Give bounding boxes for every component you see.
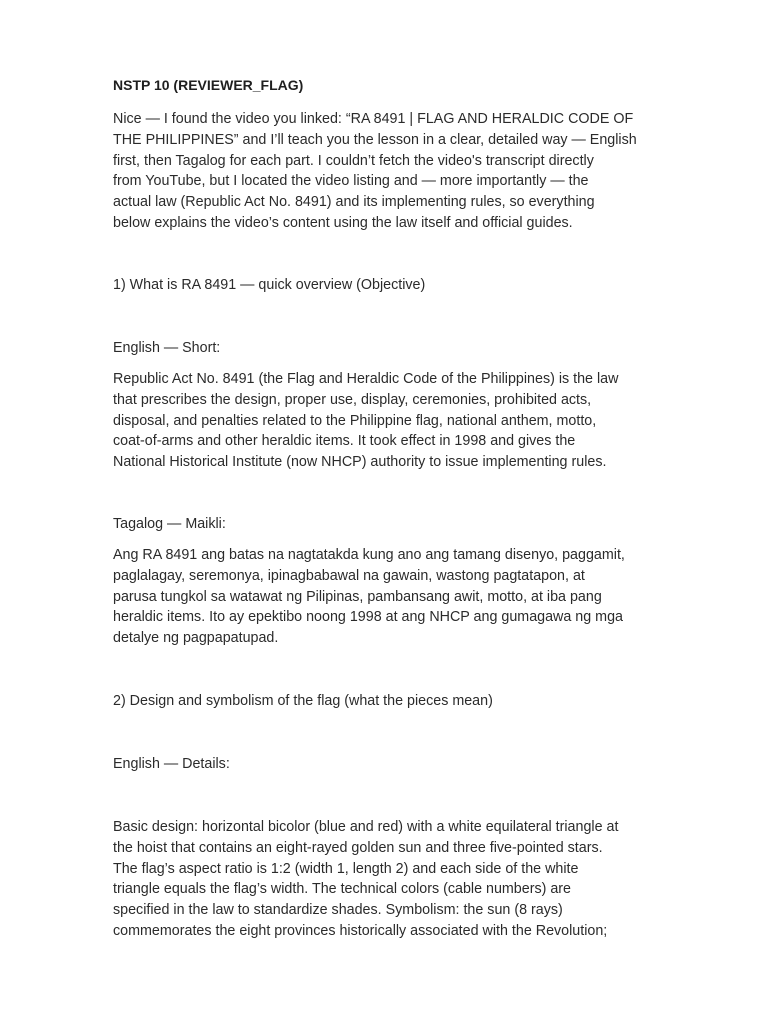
intro-line: first, then Tagalog for each part. I couldn’t fetch the video's transcript directly bbox=[113, 152, 594, 169]
english-details-paragraph bbox=[113, 817, 653, 942]
english-short-line: that prescribes the design, proper use, display, ceremonies, prohibited acts, bbox=[113, 391, 592, 408]
english-details-line: commemorates the eight provinces historically associated with the Revolution; bbox=[113, 922, 608, 939]
section-2-heading bbox=[113, 691, 653, 712]
english-short-line: Republic Act No. 8491 (the Flag and Heraldic Code of the Philippines) is the law bbox=[113, 371, 619, 387]
tagalog-paragraph bbox=[113, 545, 653, 649]
tagalog-line: paglalagay, seremonya, ipinagbabawal na gawain, wastong pagtatapon, at bbox=[113, 567, 585, 584]
tagalog-line: detalye ng pagpapatupad. bbox=[113, 630, 279, 647]
intro-line: Nice — I found the video you linked: “RA 8491 | FLAG AND HERALDIC CODE OF bbox=[113, 111, 634, 127]
tagalog-line: heraldic items. Ito ay epektibo noong 1998 at ang NHCP ang gumagawa ng mga bbox=[113, 609, 623, 626]
intro-line: actual law (Republic Act No. 8491) and its implementing rules, so everything bbox=[113, 194, 595, 211]
english-details-line: triangle equals the flag’s width. The technical colors (cable numbers) are bbox=[113, 881, 572, 898]
english-short-label bbox=[113, 338, 653, 359]
tagalog-line: Ang RA 8491 ang batas na nagtatakda kung ano ang tamang disenyo, paggamit, bbox=[113, 547, 625, 563]
section-1-heading-text: 1) What is RA 8491 — quick overview (Objective) bbox=[113, 277, 426, 293]
document-title: NSTP 10 (REVIEWER_FLAG) bbox=[113, 77, 304, 93]
english-short-line: National Historical Institute (now NHCP) authority to issue implementing rules. bbox=[113, 454, 607, 471]
english-details-label-text: English — Details: bbox=[113, 756, 230, 772]
english-short-label-text: English — Short: bbox=[113, 340, 221, 356]
tagalog-label bbox=[113, 514, 653, 535]
section-1-heading bbox=[113, 275, 653, 296]
intro-line: from YouTube, but I located the video listing and — more importantly — the bbox=[113, 173, 589, 190]
english-short-line: coat-of-arms and other heraldic items. It took effect in 1998 and gives the bbox=[113, 433, 576, 450]
intro-line: THE PHILIPPINES” and I’ll teach you the lesson in a clear, detailed way — English bbox=[113, 131, 637, 148]
english-short-line: disposal, and penalties related to the Philippine flag, national anthem, motto, bbox=[113, 412, 597, 429]
intro-line: below explains the video’s content using the law itself and official guides. bbox=[113, 214, 573, 231]
section-2-heading-text: 2) Design and symbolism of the flag (what the pieces mean) bbox=[113, 693, 493, 709]
english-details-line: specified in the law to standardize shades. Symbolism: the sun (8 rays) bbox=[113, 902, 563, 919]
tagalog-line: parusa tungkol sa watawat ng Pilipinas, pambansang awit, motto, at iba pang bbox=[113, 588, 602, 605]
english-details-line: the hoist that contains an eight-rayed golden sun and three five-pointed stars. bbox=[113, 839, 603, 856]
tagalog-label-text: Tagalog — Maikli: bbox=[113, 516, 226, 532]
english-details-line: The flag’s aspect ratio is 1:2 (width 1, length 2) and each side of the white bbox=[113, 860, 579, 877]
intro-paragraph bbox=[113, 109, 653, 234]
english-details-label bbox=[113, 754, 653, 775]
english-details-line: Basic design: horizontal bicolor (blue and red) with a white equilateral triangle at bbox=[113, 819, 619, 835]
english-short-paragraph bbox=[113, 369, 653, 473]
